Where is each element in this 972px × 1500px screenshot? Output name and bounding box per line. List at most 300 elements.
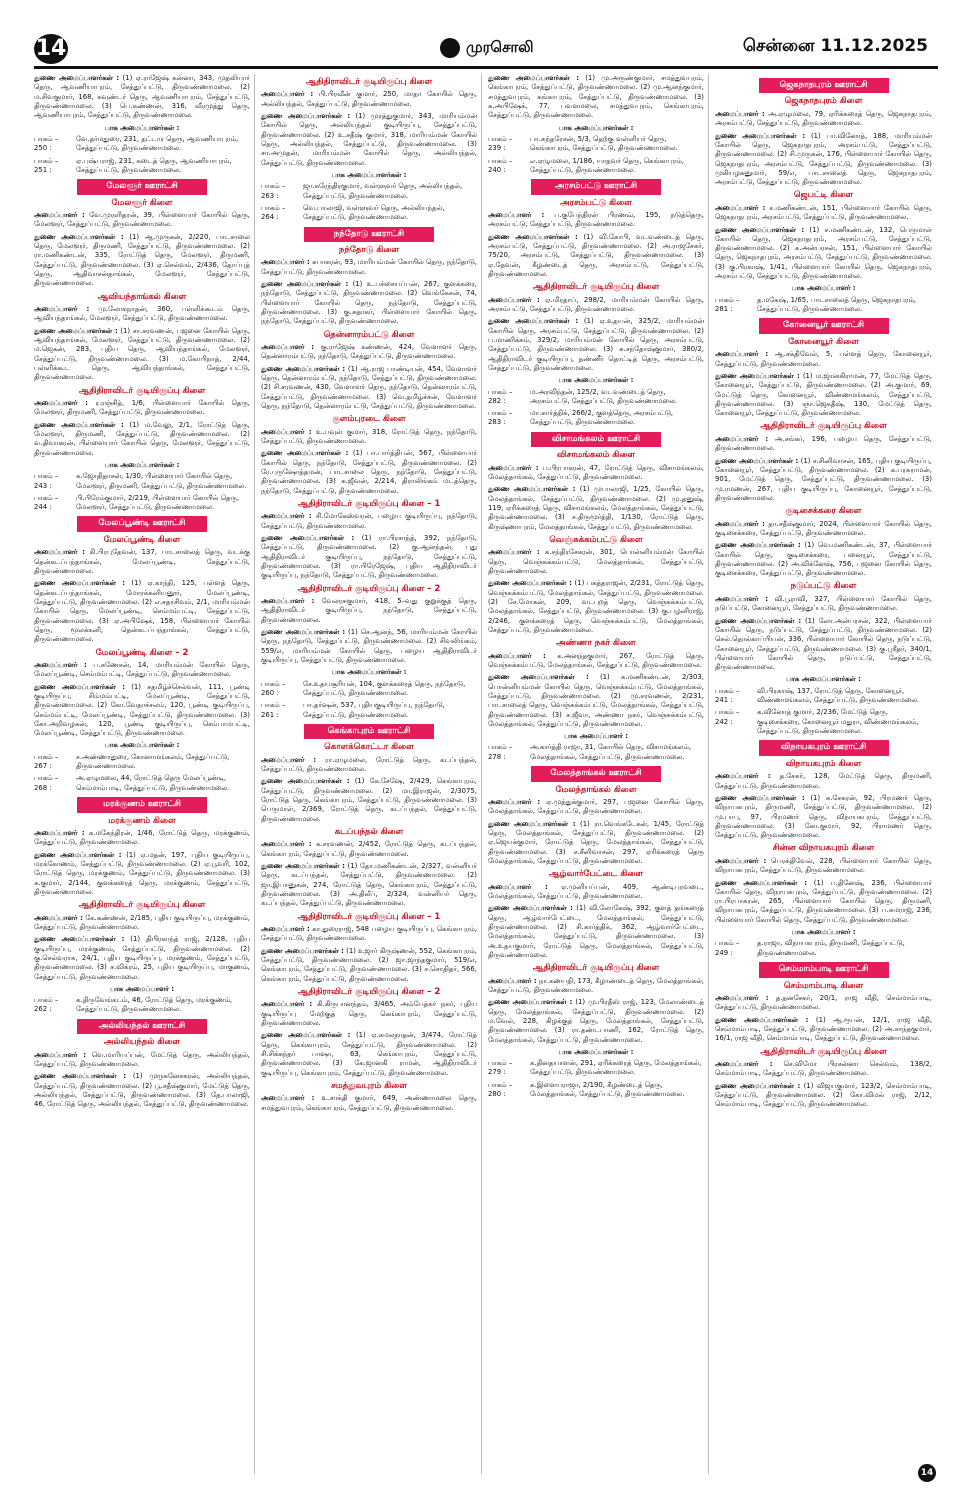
entry-text: செ.விமோ பிரசன்னா செல்வம், 138/2, செம்மாம்பாடி, சேத்துப்பட்டு, திருவண்ணாமலை. bbox=[715, 1060, 932, 1078]
entry-paragraph bbox=[261, 1031, 477, 1078]
entry-label: துணை அமைப்பாளர்கள் : bbox=[715, 793, 805, 802]
branch-heading: கொளக்கொட்டா கிளை bbox=[324, 742, 414, 753]
entry-label: துணை அமைப்பாளர்கள் : bbox=[34, 682, 125, 691]
entry-paragraph bbox=[261, 90, 477, 109]
entry-label: துணை அமைப்பாளர்கள் : bbox=[261, 112, 351, 121]
entry-text: (1) மு.அருண்குமார், சமத்துவபுரம், கெங்காபுரம், சேத்துப்பட்டு, திருவண்ணாமலை. (2) மு.ஆனந்குமார், சமத்துவபுரம், கங்காபுரம், சேத்துப்பட்டு, திருவண்ணாமலை. (3) சு.அபிஷேக், 77, பவளமலை, சமத்துவபுரம், கெங்காபுரம், சேத்துப்பட்டு, திருவண்ணாமலை. bbox=[488, 74, 704, 120]
entry-label: துணை அமைப்பாளர்கள் : bbox=[34, 74, 120, 82]
entry-paragraph bbox=[488, 211, 704, 230]
booth-entry bbox=[261, 182, 477, 201]
branch-heading: விசாமங்கலம் கிளை bbox=[556, 450, 636, 461]
booth-entry bbox=[715, 687, 932, 706]
entry-text: (1) வெ.மணிகண்டன், 37, பிள்ளையார் கோயில் தெரு, குடிசைக்கரை, பனையூர், சேத்துப்பட்டு, திருவண்ணாமலை. (2) அ.விக்னேஷ், 756, பஜனை கோயில் தெரு, குடிசைக்கரை, சேத்துப்பட்டு, திருவண்ணாமலை. bbox=[715, 541, 932, 578]
entry-text: வெ.மாரியப்பன், மேட்டுத் தெரு, அல்லியந்தல், சேத்துப்பட்டு, திருவண்ணாமலை. bbox=[34, 1050, 250, 1068]
entry-label: துணை அமைப்பாளர்கள் : bbox=[715, 225, 805, 234]
entry-text: அ.சங்கர், 196, பழைய தெரு, சேத்துப்பட்டு, திருவண்ணாமலை. bbox=[715, 434, 932, 453]
entry-text: ப.குபேந்திரன் பிரணவ், 195, நடுத்தெரு, அரசம்பட்டு, சேத்துப்பட்டு, திருவண்ணாமலை. bbox=[488, 211, 704, 229]
booth-text: சு.இளையராஜா, 2/190, கீழண்டைத் தெரு, மேலத்தாங்கல், சேத்துப்பட்டு, திருவண்ணாமலை. bbox=[530, 1080, 685, 1099]
booth-text: ஏ.புஷ்பராஜ், 231, கடைத் தெரு, ஆவணியாபுரம், சேத்துப்பட்டு, திருவண்ணாமலை. bbox=[76, 156, 232, 174]
entry-label: அமைப்பாளர் : bbox=[34, 1050, 87, 1059]
booth-text: மா.கார்த்திக், 266/2, குளத்தெரு, அரசம்பட்டு, சேத்துப்பட்டு, திருவண்ணாமலை. bbox=[530, 409, 674, 427]
entry-paragraph bbox=[715, 350, 932, 369]
entry-paragraph bbox=[261, 1000, 477, 1028]
entry-text: ப.கணேசன், 14, மாரியம்மன் கோயில் தெரு, மேலப்பூண்டி, செம்மம்பட்டி, சேத்துப்பட்டு, திருவண்ணாமலை. bbox=[34, 660, 250, 679]
entry-paragraph bbox=[715, 879, 932, 926]
entry-paragraph bbox=[715, 110, 932, 129]
booth-text: வி.பிரகாஷ், 137, ரோட்டுத் தெரு, கோனையூர், விண்ணமங்கலம், சேத்துப்பட்டு, திருவண்ணாமலை. bbox=[757, 686, 920, 705]
entry-label: அமைப்பாளர் : bbox=[34, 548, 85, 557]
entry-label: துணை அமைப்பாளர்கள் : bbox=[715, 616, 802, 625]
booth-entry bbox=[261, 204, 477, 223]
entry-label: துணை அமைப்பாளர்கள் : bbox=[715, 456, 799, 465]
entry-label: துணை அமைப்பாளர்கள் : bbox=[488, 819, 576, 828]
entry-text: கா.துரைராஜ், 548 பழைய குடியிருப்பு, கெங்காபுரம், சேத்துப்பட்டு, திருவண்ணாமலை. bbox=[261, 925, 477, 943]
section-heading: அரசம்பட்டு ஊராட்சி bbox=[531, 179, 661, 194]
entry-text: வே.முரளிதரன், 39, பிள்ளையார் கோயில் தெரு, மேலளூர், சேத்துப்பட்டு, திருவண்ணாமலை. bbox=[34, 211, 250, 229]
entry-label: துணை அமைப்பாளர்கள் : bbox=[261, 628, 346, 637]
booth-entry bbox=[34, 472, 250, 491]
entry-text: த.தனசேகர், 20/1, ராஜ வீதி, செம்மாம்பாடி, சேத்துப்பட்டு, திருவண்ணாமலை. bbox=[715, 993, 932, 1012]
section-heading: மேலப்பூண்டி ஊராட்சி bbox=[77, 516, 207, 531]
entry-paragraph bbox=[34, 851, 250, 898]
entry-paragraph bbox=[261, 365, 477, 412]
entry-label: துணை அமைப்பாளர்கள் : bbox=[261, 534, 355, 543]
entry-label: அமைப்பாளர் : bbox=[715, 519, 765, 528]
entry-text: (1) ச.மணிகண்டன், 132, பெருமாள் கோயில் தெரு, ஜெகநாதபுரம், அரசம்பட்டு, சேத்துப்பட்டு, திருவண்ணாமலை. (2) க.அன்பரசன், 151, பிள்ளையார் கோயில் தெரு, ஜெகநாதபுரம், அரசம்பட்டு, சேத்துப்பட்டு, திருவண்ணாமலை. (3) கு.பிரகாஷ், 1/41, பிள்ளையார் கோயில் தெரு, ஜெகநாதபுரம், அரசம்பட்டு, சேத்துப்பட்டு, திருவண்ணாமலை. bbox=[715, 225, 933, 281]
entry-paragraph bbox=[715, 372, 932, 419]
entry-text: த.சேகர், 128, மேட்டுத் தெரு, திருமணி, சேத்துப்பட்டு, திருவண்ணாமலை. bbox=[715, 772, 932, 790]
entry-label: துணை அமைப்பாளர்கள் : bbox=[261, 449, 349, 458]
entry-paragraph bbox=[488, 977, 704, 996]
booth-entry bbox=[34, 157, 250, 176]
booth-number: பாகம் – 268 : bbox=[34, 774, 59, 792]
booth-number: பாகம் – 262 : bbox=[34, 996, 59, 1014]
section-heading: விநாயகபுரம் ஊராட்சி bbox=[759, 740, 889, 755]
entry-text: (1) ப.தினேஷ், 236, பிள்ளையார் கோயில் தெரு, விநாயகபுரம், சேத்துப்பட்டு, திருவண்ணாமலை. (2) ரா.பிரபாகரன், 265, பிள்ளையார் கோயில் தெரு, திருமணி, விநாயகபுரம், சேத்துப்பட்டு, திருவண்ணாமலை. (3) ப.சுமராஜ், 236, பிள்ளையார் கோயில் தெரு, சேத்துப்பட்டு, திருவண்ணாமலை. bbox=[715, 878, 933, 924]
entry-text: ஏ.முத்துக்குமார், 297, பஜனை கோயில் தெரு, மேலத்தாங்கல், சேத்துப்பட்டு, திருவண்ணாமலை. bbox=[488, 798, 704, 816]
booth-number: பாகம் – 263 : bbox=[261, 182, 286, 200]
booth-entry bbox=[261, 680, 477, 699]
entry-paragraph bbox=[34, 914, 250, 933]
entry-paragraph bbox=[261, 777, 477, 824]
entry-text: உ.பவுள் குமார், 318, ரோட்டுத் தெரு, நந்தோடு, சேத்துப்பட்டு, திருவண்ணாமலை. bbox=[261, 427, 477, 446]
entry-paragraph bbox=[488, 296, 704, 315]
booth-number: பாகம் – 283 : bbox=[488, 409, 513, 427]
entry-paragraph bbox=[34, 74, 250, 121]
entry-text: ர.ரஞ்சித், 1/6, பிள்ளையார் கோயில் தெரு, மேலளூர், திருமணி, சேத்துப்பட்டு, திருவண்ணாமலை. bbox=[34, 399, 250, 417]
entry-label: அமைப்பாளர் : bbox=[715, 350, 769, 359]
entry-label: அமைப்பாளர் : bbox=[261, 840, 312, 849]
branch-heading: மேலளூர் கிளை bbox=[111, 197, 173, 208]
branch-heading: ஆதிதிராவிடர் குடியிருப்பு கிளை bbox=[78, 385, 206, 396]
entry-text: (1) ரா.பிரசாந்த், 392, நந்தோடு, சேத்துப்பட்டு, திருவண்ணாமலை. (2) கு.ஆனந்தன், புது ஆதிதிராவிடர் குடியிருப்பு, நந்தோடு, சேத்துப்பட்டு, திருவண்ணாமலை. (3) ரா.பிரேஜேஷ், புதிய ஆதிதிராவிடர் குடியிருப்பு, நந்தோடு, சேத்துப்பட்டு, திருவண்ணாமலை. bbox=[261, 534, 477, 580]
entry-text: (1) லோ.அன்பரசன், 322, பிள்ளையார் கோயில் தெரு, நடுப்பட்டு, சேத்துப்பட்டு, திருவண்ணாமலை. (2) செல்.தொல்காப்பியன், 336, பிள்ளையார் கோயில் தெரு, நடுப்பட்டு, கோனையூர், சேத்துப்பட்டு, திருவண்ணாமலை. (3) கு.ஸ்ரீதர், 340/1, பிள்ளையார் கோயில் தெரு, நடுப்பட்டு, சேத்துப்பட்டு, திருவண்ணாமலை. bbox=[715, 616, 932, 672]
entry-text: பெரக்திவேல், 228, பிள்ளையார் கோயில் தெரு, விநாயகபுரம், சேத்துப்பட்டு, திருவண்ணாமலை. bbox=[715, 856, 932, 875]
entry-text: க.அனந்தகுமார், 267, ரோட்டுத் தெரு, வெஞ்சுக்கம்பட்டு, மேலத்தாங்கல், சேத்துப்பட்டு, திருவண்ணாமலை. bbox=[488, 651, 704, 669]
booth-entry bbox=[488, 157, 704, 176]
entry-label: துணை அமைப்பாளர்கள் : bbox=[261, 777, 350, 786]
entry-paragraph bbox=[34, 683, 250, 739]
entry-paragraph bbox=[488, 798, 704, 817]
entry-text: (1) முரத்துகுமார், 343, மாரியம்மன் கோயில் தெரு, அல்லியந்தல் குடியிருப்பு, சேத்துப்பட்டு, திருவண்ணாமலை. (2) உ.சதீஷ் குமார், 318, மாரியம்மன் கோயில் தெரு, அல்லியந்தல், சேத்துப்பட்டு, திருவண்ணாமலை. (3) சா.அமுதன், மாரியம்மன் கோயில் தெரு, அல்லியந்தல், சேத்துப்பட்டு, திருவண்ணாமலை. bbox=[261, 112, 478, 167]
entry-label: அமைப்பாளர் : bbox=[261, 427, 312, 436]
entry-label: துணை அமைப்பாளர்கள் : bbox=[34, 232, 124, 241]
entry-paragraph bbox=[34, 1072, 250, 1109]
entry-text: (1) ரா.வெங்கடேசன், 1/45, ரோட்டுத் தெரு, மேலத்தாங்கல், சேத்துப்பட்டு, திருவண்ணாமலை. (2) ஏ.ஜெயக்குமார், ரோட்டுத் தெரு, மேலத்தாங்கல், சேத்துப்பட்டு, திருவண்ணாமலை. (3) ச.சீனிவாசன், 297, ஏரிக்கரைத் தெரு மேலத்தாங்கல், சேத்துப்பட்டு, திருவண்ணாமலை. bbox=[488, 819, 704, 865]
section-heading: மேலளூர் ஊராட்சி bbox=[77, 179, 207, 194]
entry-text: (1) க.மணிகண்டன், 2/303, பொன்னியம்மன் கோயில் தெரு, வெஞ்சுக்கம்பட்டு, மேலத்தாங்கல், சேத்துப்பட்டு, திருவண்ணாமலை. (2) மு.சரவணன், 2/231, பாடசாலைத் தெரு, வெஞ்சுக்கம்பட்டு, மேலத்தாங்கல், சேத்துப்பட்டு, திருவண்ணாமலை. (3) ச.ஜீவா, அண்ணா நகர், வெஞ்சுக்கம்பட்டு, மேலத்தாங்கல், சேத்துப்பட்டு, திருவண்ணாமலை. bbox=[488, 673, 704, 728]
entry-text: ரா.ஏழுமலை, ரோட்டுத் தெரு, கடப்பந்தல், சேத்துப்பட்டு, திருவண்ணாமலை. bbox=[261, 755, 477, 774]
booth-entry bbox=[261, 701, 477, 720]
entry-paragraph bbox=[261, 947, 477, 984]
branch-heading: ஆதிதிராவிடர் குடியிருப்பு கிளை bbox=[532, 282, 660, 293]
entry-paragraph bbox=[34, 305, 250, 324]
booth-number: பாகம் – 260 : bbox=[261, 679, 286, 697]
entry-label: துணை அமைப்பாளர்கள் : bbox=[488, 232, 578, 241]
branch-heading: ஆவியந்தாங்கல் கிளை bbox=[97, 291, 187, 302]
branch-heading: சமத்துவபுரம் கிளை bbox=[331, 1080, 407, 1091]
branch-heading: ஆதிதிராவிடர் குடியிருப்பு கிளை – 1 bbox=[297, 911, 441, 922]
entry-label: துணை அமைப்பாளர்கள் : bbox=[34, 850, 122, 859]
entry-text: ப.பிரபாகரன், 47, ரோட்டுத் தெரு, விசாமங்கலம், மேலத்தாங்கல், சேத்துப்பட்டு, திருவண்ணாமலை. bbox=[488, 463, 704, 482]
entry-label: துணை அமைப்பாளர்கள் : bbox=[34, 579, 126, 588]
entry-label: துணை அமைப்பாளர்கள் : bbox=[488, 74, 579, 82]
branch-heading: அரசம்பட்டு கிளை bbox=[560, 197, 632, 208]
entry-paragraph bbox=[715, 772, 932, 791]
booth-entry bbox=[488, 1059, 704, 1078]
entry-label: துணை அமைப்பாளர்கள் : bbox=[261, 364, 346, 373]
entry-text: (1) ஏ.ராஜேஷ் கன்னா, 343, முதலியார் தெரு, ஆவணியாபுரம், சேத்துப்பட்டு, திருவண்ணாமலை. (2) ம.சிவகுமார், 168, கவுண்டர் தெரு, ஆவணியாபுரம், சேத்துப்பட்டு, திருவண்ணாமலை. (3) பெ.கண்ணன், 316, வீரமுத்து தெரு, ஆவணியாபுரம், சேத்துப்பட்டு, திருவண்ணாமலை. bbox=[34, 74, 250, 120]
branch-heading: ஆதிதிராவிடர் குடியிருப்பு கிளை bbox=[78, 900, 206, 911]
entry-text: (1) ஆ.ரூபன், 12/1, ராஜ வீதி, செம்மாம்பாடி, சேத்துப்பட்டு, திருவண்ணாமலை. (2) அ.சாந்தகுமார், 16/1, ராஜ வீதி, செம்மாம்பாடி, சேத்துப்பட்டு, திருவண்ணாமலை. bbox=[715, 1015, 932, 1043]
entry-text: க.சரவணன், 2/452, ரோட்டுத் தெரு, கடப்பந்தல், கெங்காபுரம், சேத்துப்பட்டு, திருவண்ணாமலை. bbox=[261, 840, 477, 858]
booth-text: வெ.பாலாஜி, வள்ளுவர் தெரு, அல்லியந்தல், சேத்துப்பட்டு, திருவண்ணாமலை. bbox=[303, 203, 445, 222]
section-heading: ஜெகநாதபுரம் ஊராட்சி bbox=[759, 78, 889, 93]
entry-text: (1) ச.சினிவாசன், 165, புதிய குடியிருப்பு, கோனையூர், சேத்துப்பட்டு, திருவண்ணாமலை. (2) க.பரசுராமன், 901, மேட்டுத் தெரு, சேத்துப்பட்டு, திருவண்ணாமலை. (3) மு.ரமணன், 267, புதிய குடியிருப்பு, கோனையூர், சேத்துப்பட்டு, திருவண்ணாமலை. bbox=[715, 456, 932, 502]
entry-text: ஏ.மிரதாப், 298/2, மாரியம்மன் கோயில் தெரு, அரசம்பட்டு, சேத்துப்பட்டு, திருவண்ணாமலை. bbox=[488, 295, 704, 314]
entry-paragraph bbox=[488, 317, 704, 373]
booth-text: அ.கார்த்தி ராஜா, 31, கோயில் தெரு, விசாமங்கலம், மேலத்தாங்கல், சேத்துப்பட்டு, திருவண்ணாமலை. bbox=[530, 743, 692, 761]
entry-paragraph bbox=[715, 1060, 932, 1079]
booth-text: ஜா.சுரேந்திரகுமார், வள்ளுவர் தெரு, அல்லியந்தல், சேத்துப்பட்டு, திருவண்ணாமலை. bbox=[303, 182, 463, 200]
booth-entry bbox=[488, 1081, 704, 1100]
entry-label: அமைப்பாளர் : bbox=[488, 548, 540, 557]
entry-label: துணை அமைப்பாளர்கள் : bbox=[715, 131, 806, 140]
entry-text: (1) சா.சரவணன், பஜனை கோயில் தெரு, ஆவியந்தாங்கல், மேலளூர், சேத்துப்பட்டு, திருவண்ணாமலை. (2) ம.ஜெகன், 283, புதிய தெரு, ஆவியந்தாங்கல், மேலளூர், சேத்துப்பட்டு, திருவண்ணாமலை. (3) ம.கோபிநாத், 2/44, பள்ளிக்கூட தெரு, ஆவியந்தாங்கல், சேத்துப்பட்டு, திருவண்ணாமலை. bbox=[34, 326, 251, 382]
booth-entry bbox=[488, 409, 704, 428]
entry-text: (1) ம.வேலு, 2/1, ரோட்டுத் தெரு, மேலளூர், திருமணி, சேத்துப்பட்டு, திருவண்ணாமலை. (2) வ.திவாகரன், பிள்ளையார் கோயில் தெரு, மேலளூர், சேத்துப்பட்டு, திருவண்ணாமலை. bbox=[34, 420, 251, 457]
entry-text: க.மகேந்திரன், 1/46, ரோட்டுத் தெரு, மரக்குணம், சேத்துப்பட்டு, திருவண்ணாமலை. bbox=[34, 828, 250, 847]
branch-heading: கடப்பந்தல் கிளை bbox=[334, 826, 404, 837]
entry-text: ஆ.சக்திவேல், 5, பள்ளத் தெரு, கோனையூர், சேத்துப்பட்டு, திருவண்ணாமலை. bbox=[715, 350, 932, 368]
entry-label: அமைப்பாளர் : bbox=[261, 925, 310, 934]
entry-paragraph bbox=[261, 112, 477, 168]
entry-paragraph bbox=[715, 204, 932, 223]
entry-paragraph bbox=[715, 1016, 932, 1044]
branch-heading: செம்மாம்பாடி கிளை bbox=[783, 980, 864, 991]
entry-paragraph bbox=[261, 925, 477, 944]
branch-heading: தென்னாரம்பட்டு கிளை bbox=[323, 329, 415, 340]
entry-text: (1) உ.பச்சையப்பன், 267, குளக்கரை, நந்தோடு, சேத்துப்பட்டு, திருவண்ணாமலை. (2) வெங்கேசன், 74, பிள்ளையார் கோயில் தெரு, நந்தோடு, சேத்துப்பட்டு, திருவண்ணாமலை. (3) கு.சுதாகர், பிள்ளையார் கோயில் தெரு, நந்தோடு, சேத்துப்பட்டு, திருவண்ணாமலை. bbox=[261, 280, 478, 326]
entry-text: (1) மு.பிரதீஸ் ராஜ், 123, மேலாண்டைத் தெரு, மேலத்தாங்கல், சேத்துப்பட்டு, திருவண்ணாமலை. (2) ம.வேல், 228, கிழக்குத் தெரு, மேலத்தாங்கல், சேத்துப்பட்டு, திருவண்ணாமலை. (3) ரா.தண்டபாணி, 162, ரோட்டுத் தெரு, மேலத்தாங்கல், சேத்துப்பட்டு, திருவண்ணாமலை. bbox=[488, 998, 704, 1044]
entry-text: கு.ராஜேஷ் கண்ணன், 424, வேளாளர் தெரு, தென்னாரம்பட்டு, நந்தோடு, சேத்துப்பட்டு, திருவண்ணாமலை. bbox=[261, 343, 477, 361]
entry-paragraph bbox=[261, 597, 477, 625]
booth-text: வே.தர்மதுரை, 231, தட்டார தெரு, ஆவணியாபுரம், சேத்துப்பட்டு, திருவண்ணாமலை. bbox=[76, 134, 239, 153]
entry-text: ச.மணிகண்டன், 151, பிள்ளையார் கோயில் தெரு, ஜெகநாதபுரம், அரசம்பட்டு, சேத்துப்பட்டு, திருவண்ணாமலை. bbox=[715, 203, 932, 222]
entry-label: அமைப்பாளர் : bbox=[261, 1000, 313, 1009]
booth-number: பாகம் – 279 : bbox=[488, 1059, 513, 1077]
entry-label: அமைப்பாளர் : bbox=[34, 660, 87, 669]
booth-heading: பாக அமைப்பாளர் : bbox=[109, 984, 175, 993]
dateline: சென்னை 11.12.2025 bbox=[742, 36, 928, 56]
entry-label: அமைப்பாளர் : bbox=[488, 976, 537, 985]
booth-entry bbox=[715, 708, 932, 736]
section-heading: கோனையூர் ஊராட்சி bbox=[759, 318, 889, 333]
booth-number: பாகம் – 241 : bbox=[715, 686, 740, 705]
entry-text: (1) ஏ.மதன், 197, புதிய குடியிருப்பு, மரக்கோணம், சேத்துப்பட்டு, திருவண்ணாமலை. (2) ஏ.பூவரி, 102, ரோட்டுத் தெரு, மரக்குணம், சேத்துப்பட்டு, திருவண்ணாமலை. (3) சு.குமார், 2/144, குளக்கரைத் தெரு, மரக்குணம், சேத்துப்பட்டு, திருவண்ணாமலை. bbox=[34, 850, 251, 896]
entry-label: துணை அமைப்பாளர்கள் : bbox=[34, 935, 125, 944]
entry-text: (1) முருகனேசகரன், அல்லியந்தல், சேத்துப்பட்டு, திருவண்ணாமலை. (2) பூ.சதீஷ்குமார், மேட்டுத் தெரு, அல்லியந்தல், சேத்துப்பட்டு, திருவண்ணாமலை. (3) தே.பாலாஜி, 46, ரோட்டுத் தெரு, அல்லியந்தல், சேத்துப்பட்டு, திருவண்ணாமலை. bbox=[34, 1072, 250, 1109]
entry-label: அமைப்பாளர் : bbox=[261, 1094, 315, 1103]
entry-label: அமைப்பாளர் : bbox=[261, 755, 317, 764]
booth-heading: பாக அமைப்பாளர்கள் : bbox=[104, 741, 180, 750]
booth-text: அ.ஏழுமலை, 44, ரோட்டுத் தெரு மேலப்பூண்டி, செம்மாம்பாடி, சேத்துப்பட்டு, திருவண்ணாமலை. bbox=[76, 774, 230, 792]
booth-heading: பாக அமைப்பாளர்கள் : bbox=[786, 675, 861, 684]
entry-label: அமைப்பாளர் : bbox=[715, 1060, 773, 1068]
entry-paragraph bbox=[488, 998, 704, 1045]
entry-label: அமைப்பாளர் : bbox=[488, 295, 540, 304]
branch-heading: ஆழ்வார்பேட்டை கிளை bbox=[548, 869, 644, 880]
entry-text: வேலரசுகுமார், 418, 5–வது குறுக்குத் தெரு, ஆதிதிராவிடர் குடியிருப்பு, நந்தோடு, சேத்துப்பட்டு, திருவண்ணாமலை. bbox=[261, 597, 477, 624]
booth-text: சே.உதயசூரியன், 104, குளக்கரைத் தெரு, நந்தோடு, சேத்துப்பட்டு, திருவண்ணாமலை. bbox=[303, 679, 466, 697]
entry-label: அமைப்பாளர் : bbox=[261, 258, 310, 267]
entry-text: (1) சதமிழ்ச்செல்வன், 111, பூண்டி குடியிருப்பு, சிம்மம்பட்டி, மேலப்பூண்டி, சேத்துப்பட்டு, திருவண்ணாமலை. (2) கோ.வேதாச்சலம், 120, பூண்டி குடியிருப்பு, செம்மம்பட்டி, மேலப்பூண்டி, சேத்துப்பட்டு, திருவண்ணாமலை. (3) கோ.அறிவழகன், 120, பூண்டி குடியிருப்பு, செம்பாமபட்டி, மேலப்பூண்டி, சேத்துப்பட்டு, திருவண்ணாமலை. bbox=[34, 682, 251, 738]
entry-paragraph bbox=[715, 132, 932, 188]
entry-label: துணை அமைப்பாளர்கள் : bbox=[261, 280, 349, 289]
booth-text: பி.பிரேம்குமார், 2/219, பிள்ளையார் கோயில் தெரு, மேலளூர், சேத்துப்பட்டு, திருவண்ணாமலை. bbox=[76, 493, 240, 512]
branch-heading: ஜெகநாதபுரம் கிளை bbox=[784, 96, 863, 107]
entry-label: அமைப்பாளர் : bbox=[488, 651, 546, 660]
entry-text: ஏ.முனியப்பன், 409, ஆண்டிபுரவடை, மேலத்தாங்கல், சேத்துப்பட்டு, திருவண்ணாமலை. bbox=[488, 882, 704, 900]
entry-text: கி.பிரபுதேவன், 137, பாடசாலைத் தெரு, வடக்கு தென்கடப்பந்தாங்கல், மேலப்பூண்டி, சேத்துப்பட்டு, திருவண்ணாமலை. bbox=[34, 548, 250, 575]
column-3 bbox=[488, 74, 709, 1474]
booth-number: பாகம் – 282 : bbox=[488, 387, 513, 405]
entry-paragraph bbox=[34, 399, 250, 418]
entry-label: துணை அமைப்பாளர்கள் : bbox=[261, 862, 345, 871]
entry-paragraph bbox=[261, 534, 477, 581]
entry-label: அமைப்பாளர் : bbox=[488, 463, 539, 472]
entry-paragraph bbox=[488, 579, 704, 635]
booth-entry bbox=[34, 135, 250, 154]
booth-number: பாகம் – 261 : bbox=[261, 701, 286, 719]
entry-text: பி.பிரவீன் குமார், 250, மாதா கோயில் தெரு, அல்லியந்தல், சேத்துப்பட்டு, திருவண்ணாமலை. bbox=[261, 90, 477, 108]
entry-paragraph bbox=[34, 211, 250, 230]
branch-heading: ஆதிதிராவிடர் குடியிருப்பு கிளை bbox=[532, 963, 660, 974]
booth-text: க.வினோத் குமார், 2/236, மேட்டுத் தெரு, குடிசைக்கரை, கோனையூர் மதுரா, விண்ணமங்கலம், சேத்துப்பட்டு, திருவண்ணாமலை. bbox=[757, 708, 919, 735]
entry-paragraph bbox=[715, 617, 932, 673]
entry-label: அமைப்பாளர் : bbox=[261, 597, 315, 606]
branch-heading: குளம்புரடை கிளை bbox=[332, 414, 406, 425]
booth-number: பாகம் – 250 : bbox=[34, 134, 59, 153]
entry-label: துணை அமைப்பாளர்கள் : bbox=[488, 998, 573, 1007]
section-heading: நந்தோடு ஊராட்சி bbox=[304, 227, 434, 242]
entry-paragraph bbox=[488, 904, 704, 960]
entry-label: துணை அமைப்பாளர்கள் : bbox=[261, 1031, 351, 1040]
entry-paragraph bbox=[261, 756, 477, 775]
entry-paragraph bbox=[488, 883, 704, 902]
branch-heading: அண்ணா நகர் கிளை bbox=[556, 638, 636, 649]
booth-heading: பாக அமைப்பாளர் : bbox=[791, 284, 856, 293]
booth-number: பாகம் – 240 : bbox=[488, 156, 513, 174]
booth-number: பாகம் – 278 : bbox=[488, 743, 513, 761]
entry-label: துணை அமைப்பாளர்கள் : bbox=[715, 1081, 801, 1090]
entry-paragraph bbox=[34, 579, 250, 644]
entry-paragraph bbox=[261, 628, 477, 665]
entry-paragraph bbox=[34, 1051, 250, 1070]
entry-text: கே.கண்ணன், 2/185, புதிய குடியிருப்பு, மரக்குணம், சேத்துப்பட்டு, திருவண்ணாமலை. bbox=[34, 913, 250, 931]
entry-text: (1) வி.கோபி, வடவண்டைத் தெரு, அரசம்பட்டு, சேத்துப்பட்டு, திருவண்ணாமலை. (2) அ.ராஜசேகர், 75/20, அரசம்பட்டு, சேத்துப்பட்டு, திருவண்ணாமலை. (3) ஏ.தேவன், கீழண்டைத் தெரு, அரசம்பட்டு, சேத்துப்பட்டு, திருவண்ணாமலை. bbox=[488, 232, 704, 278]
entry-paragraph bbox=[261, 862, 477, 909]
booth-number: பாகம் – 242 : bbox=[715, 708, 740, 726]
branch-heading: ஆதிதிராவிடர் குடியிருப்பு கிளை – 2 bbox=[297, 986, 441, 997]
branch-heading: நடுப்பட்டு கிளை bbox=[790, 581, 857, 592]
entry-text: உ.சாக்தி குமார், 649, அண்ணாமலை தெரு, சமத்துவபுரம், கெங்காபுரம், சேத்துப்பட்டு, திருவண்ணாமலை. bbox=[261, 1094, 477, 1112]
booth-heading: பாக அமைப்பாளர்கள் : bbox=[331, 170, 407, 179]
entry-text: (1) ஆ.முருகன், 2/220, பாடசாலை தெரு, மேலளூர், திருமணி, சேத்துப்பட்டு, திருவண்ணாமலை. (2) ரா.மணிகண்டன், 335, ரோட்டுத் தெரு, மேலளூர், திருமணி, சேத்துப்பட்டு, திருவண்ணாமலை. (3) ஏ.செல்வம், 2/436, தோப்புத் தெரு, ஆதிவாசன்தாங்கல், மேலளூர், சேத்துப்பட்டு, திருவண்ணாமலை. bbox=[34, 232, 250, 288]
entry-paragraph bbox=[715, 857, 932, 876]
page-number-badge: 14 bbox=[34, 34, 68, 64]
booth-heading: பாக அமைப்பாளர்கள் : bbox=[331, 668, 407, 677]
booth-entry bbox=[34, 996, 250, 1015]
entry-paragraph bbox=[261, 512, 477, 531]
entry-paragraph bbox=[488, 820, 704, 867]
column-1 bbox=[34, 74, 255, 1474]
booth-heading: பாக அமைப்பாளர் : bbox=[791, 928, 856, 937]
booth-text: பா.சுந்தரேசன், 5/3, தெற்கு வள்ளியர் தெரு, கெங்காபுரம், சேத்துப்பட்டு, திருவண்ணாமலை. bbox=[530, 134, 678, 153]
entry-text: தா.சதீஷ்குமார், 2024, பிள்ளையார் கோயில் தெரு, குடிசைக்கரை, சேத்துப்பட்டு, திருவண்ணாமலை. bbox=[715, 519, 932, 537]
entry-paragraph bbox=[715, 994, 932, 1013]
booth-heading: பாக அமைப்பாளர்கள் : bbox=[104, 123, 180, 132]
section-heading: அல்லியந்தல் ஊராட்சி bbox=[77, 1019, 207, 1034]
entry-paragraph bbox=[715, 1082, 932, 1110]
entry-paragraph bbox=[261, 428, 477, 447]
entry-paragraph bbox=[34, 421, 250, 458]
entry-label: அமைப்பாளர் : bbox=[34, 305, 90, 314]
entry-label: அமைப்பாளர் : bbox=[715, 434, 769, 443]
entry-text: சுபாகரன், 93, மாரியம்மன் கோயில் தெரு, நந்தோடு, சேத்துப்பட்டு, திருவண்ணாமலை. bbox=[261, 258, 477, 276]
entry-paragraph bbox=[34, 233, 250, 289]
booth-number: பாகம் – 267 : bbox=[34, 752, 59, 771]
branch-heading: மேலப்பூண்டி கிளை – 2 bbox=[95, 647, 189, 658]
booth-heading: பாக அமைப்பாளர்கள் : bbox=[558, 376, 634, 385]
booth-number: பாகம் – 239 : bbox=[488, 134, 513, 153]
section-heading: செம்மாம்பாடி ஊராட்சி bbox=[759, 962, 889, 977]
entry-paragraph bbox=[715, 794, 932, 841]
booth-number: பாகம் – 249 : bbox=[715, 939, 740, 957]
branch-heading: ஜெபட்டி கிளை bbox=[793, 190, 854, 201]
entry-text: (1) திபிரகாந்த் ராஜ், 2/128, புதிய குடியிருப்பு, மரக்குணம், சேத்துப்பட்டு, திருவண்ணாமலை. (2) கு.செல்வராசு, 24/1, புதிய குடியிருப்பு, மரக்குணம், சேத்துப்பட்டு, திருவண்ணாமலை. (3) ச.விக்ரம், 25, புதிய குடியிருப்பு, மாகுணம், சேத்துப்பட்டு, திருவண்ணாமலை. bbox=[34, 935, 250, 981]
booth-number: பாகம் – 244 : bbox=[34, 493, 59, 512]
branch-heading: வெஞ்சுக்கம்பட்டு கிளை bbox=[549, 534, 643, 545]
entry-text: வி.பூராவி, 327, பிள்ளையார் கோயில் தெரு, நடுப்பட்டு, கோனையூர், சேத்துப்பட்டு, திருவண்ணாமலை. bbox=[715, 594, 932, 613]
booth-entry bbox=[715, 296, 932, 315]
entry-label: துணை அமைப்பாளர்கள் : bbox=[488, 579, 572, 588]
branch-heading: ஆதிதிராவிடர் குடியிருப்பு கிளை – 1 bbox=[297, 498, 441, 509]
footer-page-number: 14 bbox=[918, 1464, 936, 1482]
booth-entry bbox=[34, 774, 250, 793]
entry-text: (1) சு.சேகரன், 92, பிரமணர் தெரு, விநாயகபுரம், திருமணி, சேத்துப்பட்டு, திருவண்ணாமலை. (2) மு.பாபு, 97, பிரமணர் தெரு, விநாயகபுரம், சேத்துப்பட்டு, திருவண்ணாமலை. (3) கோ.குமார், 92, பிராமணர் தெரு, சேத்துப்பட்டு, திருவண்ணாமலை. bbox=[715, 793, 932, 840]
entry-label: அமைப்பாளர் : bbox=[34, 913, 83, 922]
section-heading: மேலத்தாங்கல் ஊராட்சி bbox=[531, 766, 661, 781]
booth-heading: பாக அமைப்பாளர்கள் : bbox=[558, 1047, 634, 1056]
booth-text: த.ராஜா, விநாயகபுரம், திருமணி, சேத்துப்பட்டு, திருவண்ணாமலை. bbox=[757, 939, 905, 957]
entry-paragraph bbox=[488, 652, 704, 671]
booth-text: எ.ஏழுமலை, 1/186, யாதவர் தெரு, கெங்காபுரம், சேத்துப்பட்டு, திருவண்ணாமலை. bbox=[530, 156, 684, 174]
masthead-title: முரசொலி bbox=[466, 38, 534, 56]
booth-text: த.மகேஷ், 1/65, பாடசாலைத் தெரு, ஜெகநாதபுரம், சேத்துப்பட்டு, திருவண்ணாமலை. bbox=[757, 295, 917, 314]
booth-text: க.தினதயாளன், 291, ஏரிக்கரைத் தெரு, மேலத்தாங்கல், சேத்துப்பட்டு, திருவண்ணாமலை. bbox=[530, 1059, 702, 1077]
entry-paragraph bbox=[261, 343, 477, 362]
masthead-logo bbox=[440, 38, 534, 58]
entry-text: (1) பா.வினோத், 188, மாரியம்மன் கோயில் தெரு, ஜெகநாதபுரம், அரசம்பட்டு, சேத்துப்பட்டு, திருவண்ணாமலை. (2) சி.முருகன், 176, பிள்ளையார் கோயில் தெரு, ஜெகநாதபுரம், அரசம்பட்டு, சேத்துப்பட்டு, திருவண்ணாமலை. (3) முகியழகனுமார், 59/எ, பாடசாலைத் தெரு, ஜெகநாதபுரம், அரசம்பட்டு, சேத்துப்பட்டு, திருவண்ணாமலை. bbox=[715, 131, 932, 187]
booth-heading: பாக அமைப்பாளர் : bbox=[563, 732, 629, 741]
entry-paragraph bbox=[34, 548, 250, 576]
entry-text: (1) ஏ.காந்தி, 125, பள்ளத் தெரு, தென்கடப்பந்தாங்கல், மோரக்கனியனூர், மேலப்பூண்டி, சேத்துப்பட்டு, திருவண்ணாமலை. (2) எ.சதாசிவம், 2/1, மாரியம்மன் கோயில் தெரு, மேலப்பூண்டி, செம்மம்பட்டி, சேத்துப்பட்டு, திருவண்ணாமலை. (3) ஏ.அபிஷேக், 158, பிள்ளையார் கோயில் தெரு, மூலக்கனி, தென்கடப்பந்தாங்கல், சேத்துப்பட்டு, திருவண்ணாமலை. bbox=[34, 579, 250, 644]
booth-number: பாகம் – 281 : bbox=[715, 295, 740, 314]
entry-text: (1) ஆ.ராஜ பாண்டியன், 454, வேளாளர் தெரு, தென்னாரம்பட்டு, நந்தோடு, சேத்துப்பட்டு, திருவண்ணாமலை. (2) சி.சரவணன், 430, வேளாளர் தெரு, நந்தோடு, தென்னாரம்பட்டு, சேத்துப்பட்டு, திருவண்ணாமலை. (3) வெ.தமிழ்ச்சன், வேளாளர் தெரு, நந்தோடு, தென்னாரம்பட்டு, சேத்துப்பட்டு, திருவண்ணாமலை. bbox=[261, 364, 478, 410]
entry-label: அமைப்பாளர் : bbox=[34, 211, 85, 220]
entry-paragraph bbox=[34, 935, 250, 982]
booth-heading: பாக அமைப்பாளர்கள் : bbox=[104, 460, 180, 469]
header-divider bbox=[34, 66, 938, 69]
entry-text: (1) செ.ஆனந், 56, மாரியம்மன் கோயில் தெரு, நந்தோடு, சேத்துப்பட்டு, திருவண்ணாமலை. (2) சிவலிங்கம், 559/எ, மாரியம்மன் கோயில் தெரு, பழைய ஆதிதிராவிடர் குடியிருப்பு, சேத்துப்பட்டு, திருவண்ணாமலை. bbox=[261, 628, 477, 664]
entry-paragraph bbox=[715, 435, 932, 454]
article-columns bbox=[34, 74, 938, 1474]
entry-paragraph bbox=[488, 464, 704, 483]
entry-text: சி.மோகேஸ்வரன், பழைய குடியிருப்பு, நந்தோடு, சேத்துப்பட்டு, திருவண்ணாமலை. bbox=[261, 512, 477, 530]
branch-heading: ஆதிதிராவிடர் குடியிருப்பு கிளை bbox=[305, 77, 433, 87]
entry-paragraph bbox=[261, 1094, 477, 1113]
entry-paragraph bbox=[715, 226, 932, 282]
entry-paragraph bbox=[715, 520, 932, 539]
entry-label: அமைப்பாளர் : bbox=[488, 882, 548, 891]
booth-entry bbox=[488, 135, 704, 154]
entry-label: அமைப்பாளர் : bbox=[34, 399, 88, 407]
entry-paragraph bbox=[261, 258, 477, 277]
page-header bbox=[0, 0, 972, 68]
branch-heading: சின்ன விநாயகபுரம் கிளை bbox=[772, 843, 875, 854]
booth-text: பா.தர்ஷன், 537, புதியகுடியிருப்பு, நந்தோடு, சேத்துப்பட்டு, திருவண்ணாமலை. bbox=[303, 701, 445, 719]
branch-heading: கோனையூர் கிளை bbox=[788, 336, 859, 347]
entry-label: துணை அமைப்பாளர்கள் : bbox=[34, 420, 124, 429]
entry-text: (1) ம.ஜானகிராமன், 77, மேட்டுத் தெரு, கோனையூர், சேத்துப்பட்டு, திருவண்ணாமலை. (2) அ.குமார், 69, மேட்டுத் தெரு, கோனையூர், விண்ணமங்கலம், சேத்துப்பட்டு, திருவண்ணாமலை. (3) ஞா.ஜெகதீஷ், 130, மேட்டுத் தெரு, கோனையூர், சேத்துப்பட்டு, திருவண்ணாமலை. bbox=[715, 371, 932, 418]
entry-label: அமைப்பாளர் : bbox=[715, 772, 771, 781]
entry-label: துணை அமைப்பாளர்கள் : bbox=[715, 878, 808, 887]
entry-text: (1) பகத்தராஜன், 2/231, ரோட்டுத் தெரு, வெஞ்சுக்கம்பட்டு, மேலத்தாங்கல், சேத்துப்பட்டு, திருவண்ணாமலை. (2) சே.மோகன், 209, வடபுறத் தெரு, வெஞ்சுக்கம்பட்டு, மேலத்தாங்கல், சேத்துப்பட்டு, திருவண்ணாமலை. (3) கு.பழனிராஜ், 2/246, குளக்கரைத் தெரு, வெஞ்சுக்கம்பட்டு, மேலத்தாங்கல், சேத்துப்பட்டு, திருவண்ணாமலை. bbox=[488, 579, 704, 634]
entry-text: அ.ஏழுமலை, 79, ஏரிக்கரைத் தெரு, ஜெகநாதபுரம், அரசம்பட்டு, சேத்துப்பட்டு, திருவண்ணாமலை. bbox=[715, 109, 932, 128]
entry-label: அமைப்பாளர் : bbox=[715, 109, 765, 118]
entry-paragraph bbox=[34, 327, 250, 383]
column-2 bbox=[261, 74, 482, 1474]
column-4 bbox=[715, 74, 936, 1474]
entry-label: அமைப்பாளர் : bbox=[488, 798, 541, 807]
rooster-logo-icon bbox=[440, 38, 460, 58]
entry-paragraph bbox=[488, 548, 704, 576]
branch-heading: விநாயகபுரம் கிளை bbox=[785, 758, 862, 769]
booth-entry bbox=[488, 743, 704, 762]
booth-text: ச.அண்ணாதுரை, கோனாமங்கலம், சேத்துப்பட்டு, திருவண்ணாமலை. bbox=[76, 752, 230, 771]
entry-label: துணை அமைப்பாளர்கள் : bbox=[34, 1072, 127, 1081]
